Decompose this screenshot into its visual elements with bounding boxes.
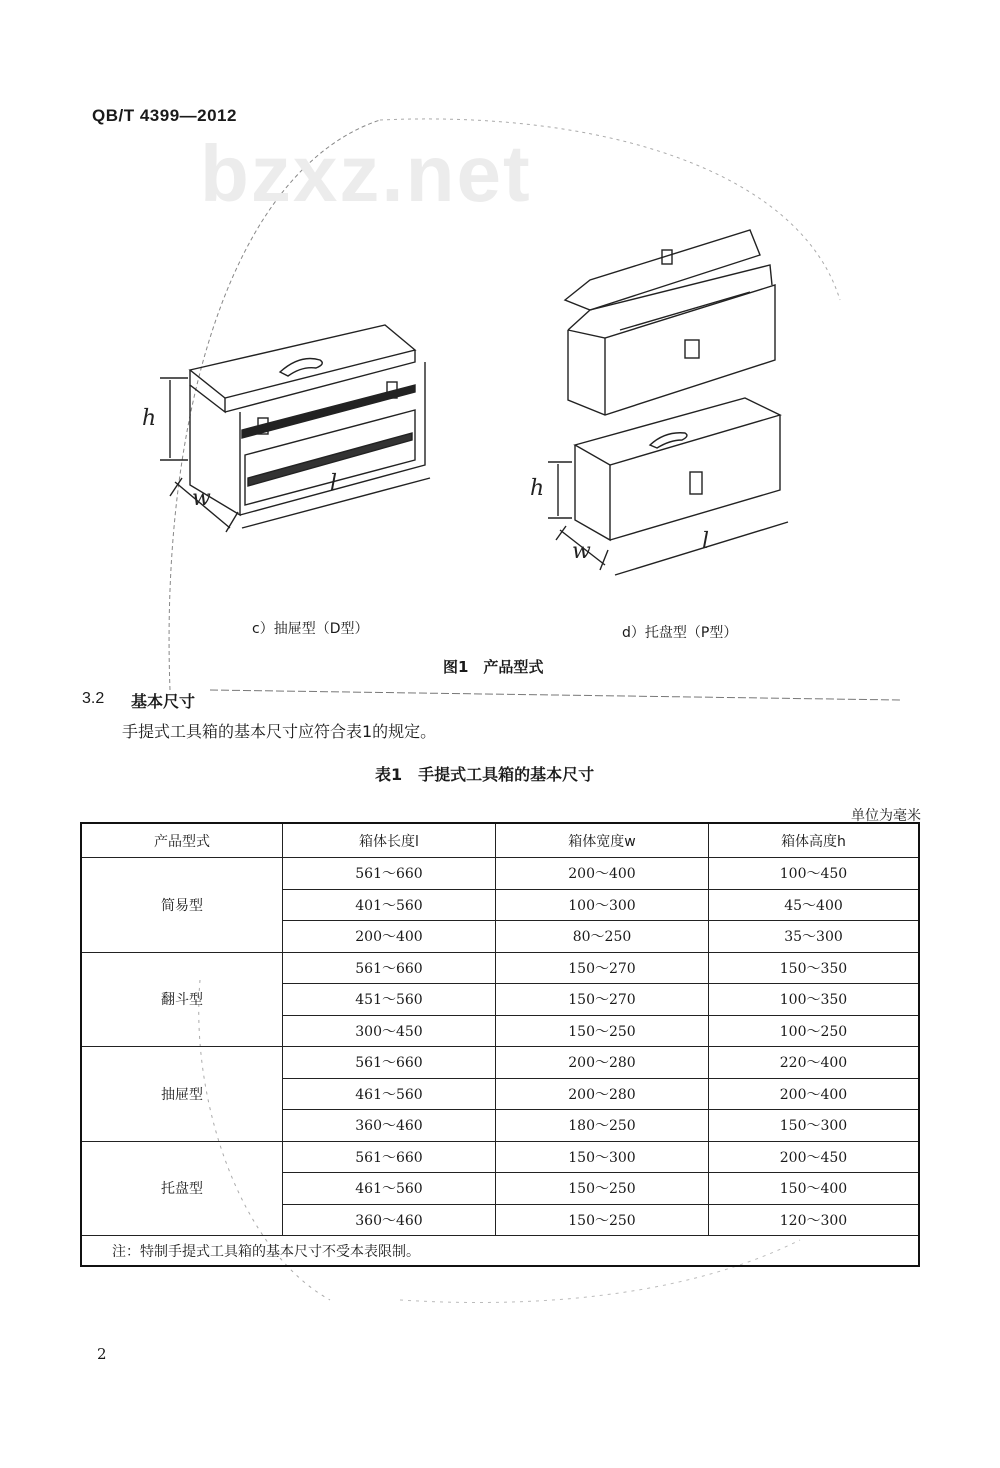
figure-caption-c: c）抽屉型（D型） — [252, 621, 369, 637]
table-cell: 200～280 — [496, 1078, 709, 1110]
table-cell: 150～270 — [496, 984, 709, 1016]
header-cell: 箱体高度h — [709, 823, 920, 858]
header-cell: 产品型式 — [81, 823, 283, 858]
table-cell: 80～250 — [496, 921, 709, 953]
drawer-toolbox-illustration — [130, 300, 450, 550]
table-unit: 单位为毫米 — [851, 808, 921, 824]
table-cell: 300～450 — [283, 1015, 496, 1047]
table-row — [81, 1141, 919, 1173]
table-header-row — [81, 823, 919, 858]
table-cell: 561～660 — [283, 858, 496, 890]
tray-toolbox-illustration — [520, 210, 820, 590]
section-title: 基本尺寸 — [131, 692, 196, 711]
table-row — [81, 952, 919, 984]
table-cell: 360～460 — [283, 1110, 496, 1142]
dim-label-w: w — [192, 486, 211, 511]
dim-label-l: l — [702, 529, 710, 554]
table-cell: 150～250 — [496, 1204, 709, 1236]
table-cell: 360～460 — [283, 1204, 496, 1236]
table-cell: 150～300 — [496, 1141, 709, 1173]
table-cell: 561～660 — [283, 1047, 496, 1079]
dim-label-h: h — [142, 406, 157, 431]
header-cell: 箱体长度l — [283, 823, 496, 858]
table-cell: 150～270 — [496, 952, 709, 984]
figure-caption-d: d）托盘型（P型） — [622, 625, 738, 641]
table-title: 表1 手提式工具箱的基本尺寸 — [375, 765, 595, 784]
table-cell: 200～280 — [496, 1047, 709, 1079]
dimension-table — [80, 822, 920, 1267]
table-cell: 200～400 — [709, 1078, 920, 1110]
product-type-cell: 简易型 — [81, 858, 283, 953]
header-cell: 箱体宽度w — [496, 823, 709, 858]
table-cell: 180～250 — [496, 1110, 709, 1142]
figure-title: 图1 产品型式 — [443, 658, 544, 676]
table-cell: 150～300 — [709, 1110, 920, 1142]
table-cell: 120～300 — [709, 1204, 920, 1236]
table-cell: 35～300 — [709, 921, 920, 953]
product-type-cell: 翻斗型 — [81, 952, 283, 1047]
dim-label-w: w — [572, 539, 591, 564]
table-cell: 45～400 — [709, 889, 920, 921]
table-row — [81, 1047, 919, 1079]
table-cell: 461～560 — [283, 1078, 496, 1110]
table-cell: 561～660 — [283, 952, 496, 984]
section-number: 3.2 — [82, 690, 105, 707]
table-row — [81, 858, 919, 890]
table-cell: 200～450 — [709, 1141, 920, 1173]
table-cell: 100～350 — [709, 984, 920, 1016]
product-type-cell: 托盘型 — [81, 1141, 283, 1236]
table-cell: 100～450 — [709, 858, 920, 890]
section-paragraph: 手提式工具箱的基本尺寸应符合表1的规定。 — [122, 722, 437, 741]
dim-label-h: h — [530, 476, 545, 501]
table-cell: 561～660 — [283, 1141, 496, 1173]
table-cell: 150～250 — [496, 1173, 709, 1205]
watermark-text: bzxz.net — [200, 129, 532, 218]
dim-label-l: l — [330, 471, 338, 496]
standard-code: QB/T 4399—2012 — [92, 106, 237, 125]
table-cell: 451～560 — [283, 984, 496, 1016]
product-type-cell: 抽屉型 — [81, 1047, 283, 1142]
table-cell: 150～250 — [496, 1015, 709, 1047]
table-note: 注：特制手提式工具箱的基本尺寸不受本表限制。 — [81, 1236, 919, 1267]
table-note-row — [81, 1236, 919, 1267]
table-cell: 200～400 — [496, 858, 709, 890]
table-cell: 100～300 — [496, 889, 709, 921]
table-cell: 461～560 — [283, 1173, 496, 1205]
table-cell: 200～400 — [283, 921, 496, 953]
table-cell: 150～350 — [709, 952, 920, 984]
table-cell: 401～560 — [283, 889, 496, 921]
table-cell: 220～400 — [709, 1047, 920, 1079]
table-cell: 150～400 — [709, 1173, 920, 1205]
table-cell: 100～250 — [709, 1015, 920, 1047]
page-number: 2 — [97, 1345, 107, 1363]
